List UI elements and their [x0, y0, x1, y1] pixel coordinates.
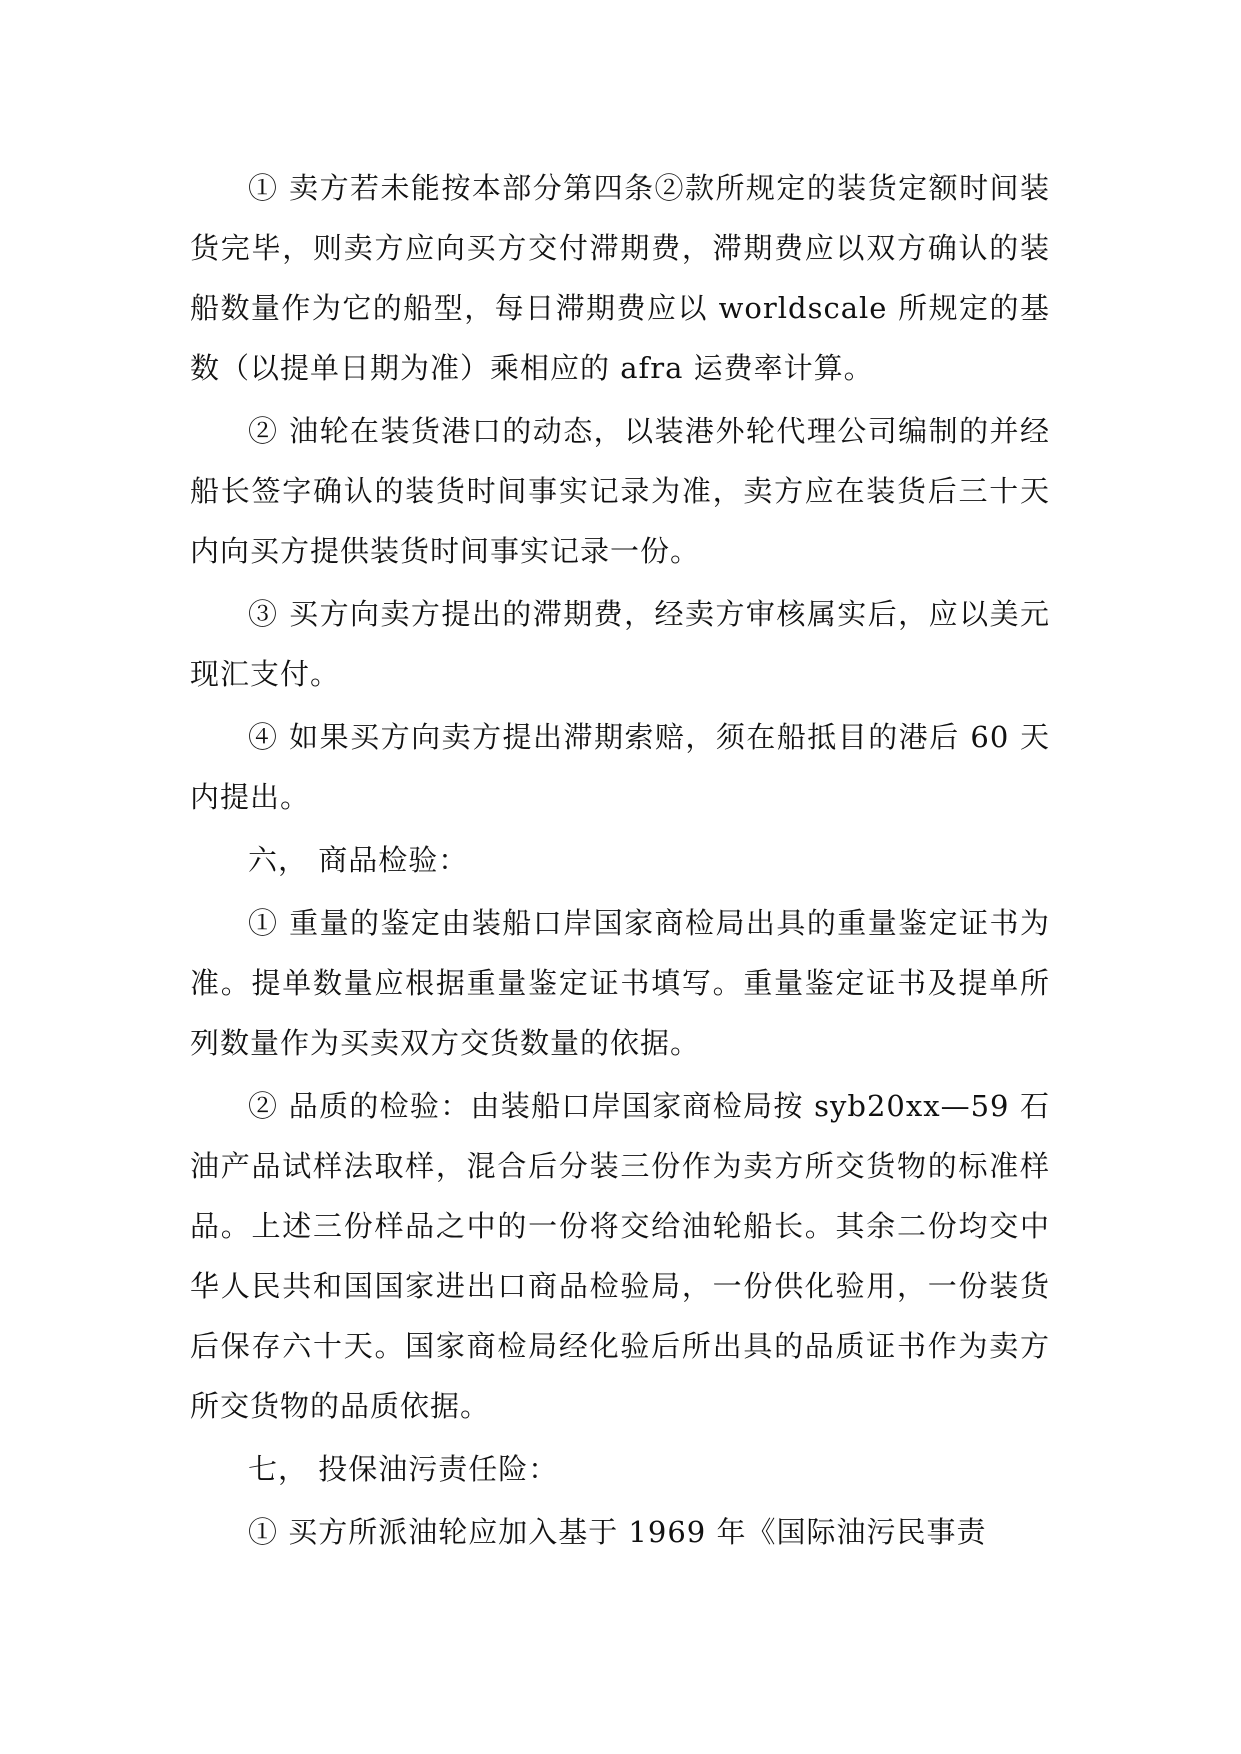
- paragraph-inspection-2: ② 品质的检验：由装船口岸国家商检局按 syb20xx—59 石油产品试样法取样，混合后分装三份作为卖方所交货物的标准样品。上述三份样品之中的一份将交给油轮船长。其余二份均交中华人民共和国国家进出口商品检验局，一份供化验用，一份装货后保存六十天。国家商检局经化验后所出具的品质证书作为卖方所交货物的品质依据。: [190, 1089, 1050, 1423]
- paragraph-demurrage-1: ① 卖方若未能按本部分第四条②款所规定的装货定额时间装货完毕，则卖方应向买方交付滞期费，滞期费应以双方确认的装船数量作为它的船型，每日滞期费应以 worldscale 所规定的基数（以提单日期为准）乘相应的 afra 运费率计算。: [190, 171, 1050, 385]
- paragraph-demurrage-4: ④ 如果买方向卖方提出滞期索赔，须在船抵目的港后 60 天内提出。: [190, 720, 1050, 814]
- paragraph-demurrage-2: ② 油轮在装货港口的动态，以装港外轮代理公司编制的并经船长签字确认的装货时间事实记录为准，卖方应在装货后三十天内向买方提供装货时间事实记录一份。: [190, 414, 1050, 568]
- document-body: [190, 158, 1050, 1565]
- section-heading-inspection: 六， 商品检验：: [248, 843, 469, 877]
- paragraph-demurrage-3: ③ 买方向卖方提出的滞期费，经卖方审核属实后，应以美元现汇支付。: [190, 597, 1050, 691]
- paragraph-inspection-1: ① 重量的鉴定由装船口岸国家商检局出具的重量鉴定证书为准。提单数量应根据重量鉴定证书填写。重量鉴定证书及提单所列数量作为买卖双方交货数量的依据。: [190, 906, 1050, 1060]
- paragraph-insurance-1: ① 买方所派油轮应加入基于 1969 年《国际油污民事责: [248, 1515, 987, 1549]
- section-heading-insurance: 七， 投保油污责任险：: [248, 1452, 559, 1486]
